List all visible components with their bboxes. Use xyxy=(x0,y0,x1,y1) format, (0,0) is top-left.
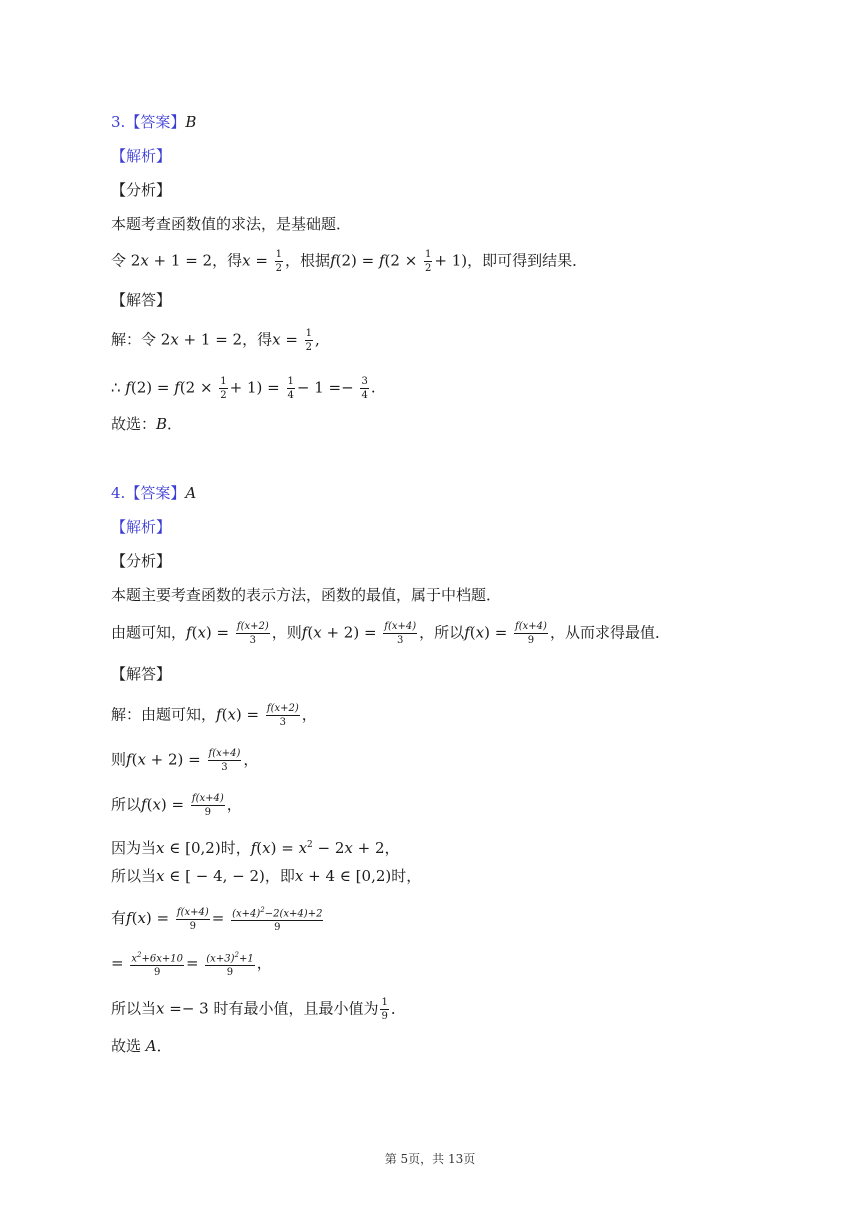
q3-jiexi-heading: 【解析】 xyxy=(111,147,172,165)
q4-l5-text-2: ，即 xyxy=(264,867,295,885)
q3-solution-1: 解：令 2x + 1 = 2，得x = $\frac{1}{2}$ , xyxy=(111,328,320,353)
q4-hint-text-1: 由题可知， xyxy=(111,623,187,642)
q4-line-3: 所以f(x) = $\frac{f(x+4)}{9}$ ， xyxy=(111,793,242,818)
q4-l4-text-2: 时， xyxy=(220,839,251,857)
q3-fenxi-heading: 【分析】 xyxy=(111,181,172,199)
q4-conclude-text: 故选 xyxy=(111,1037,146,1055)
q3-conclude-answer: B xyxy=(156,415,168,433)
q4-answer-line xyxy=(111,483,196,503)
q4-conclusion xyxy=(111,1036,172,1056)
q4-l8-text-2: 时有最小值，且最小值为 xyxy=(213,999,379,1018)
q3-number: 3. xyxy=(111,113,126,131)
q4-l2-text-2: ， xyxy=(243,750,259,769)
q4-l7-text-1: ， xyxy=(256,954,272,973)
q4-hint: 由题可知，f(x) = $\frac{f(x+2)}{3}$ ，则f(x + 2) = $\frac{f(x+4)}{3}$ ，所以f(x) = $\frac{f(x+4)}{9}$ ，从而求得最值． xyxy=(111,621,670,646)
q4-l5-text-3: 时， xyxy=(391,867,422,885)
q3-sol1-text-2: ，得 xyxy=(242,330,273,349)
q4-answer-tag: 【答案】 xyxy=(125,484,186,502)
q3-conclude-end: ． xyxy=(167,415,183,433)
q4-line-2: 则f(x + 2) = $\frac{f(x+4)}{3}$ ， xyxy=(111,748,259,773)
q3-hint-text-1: 令 2 xyxy=(111,251,141,270)
q4-line-7: = $\frac{x^2+6x+10}{9}$ = $\frac{(x+3)^2+1}{9}$ ， xyxy=(111,951,272,979)
q4-l3-text-1: 所以 xyxy=(111,795,142,814)
q3-hint-text-4: ，即可得到结果． xyxy=(467,251,588,270)
q4-hint-text-2: ，则 xyxy=(271,623,302,642)
q3-answer: B xyxy=(185,113,197,131)
q4-line-8: 所以当x =− 3 时有最小值，且最小值为 $\frac{1}{9}$ ． xyxy=(111,997,406,1022)
page-footer: 第 5页，共 13页 xyxy=(384,1152,476,1166)
q4-l6-text-1: 有 xyxy=(111,909,127,928)
q4-l8-text-1: 所以当 xyxy=(111,999,157,1018)
q3-sol1-text-1: 解：令 2 xyxy=(111,330,171,349)
q4-l1-text-2: ， xyxy=(301,705,317,724)
q4-l5-text-1: 所以当 xyxy=(111,867,157,885)
q4-l4-text-1: 因为当 xyxy=(111,839,157,857)
q4-l1-text-1: 解：由题可知， xyxy=(111,705,217,724)
q4-jiexi-heading: 【解析】 xyxy=(111,518,172,536)
q4-l4-text-3: ， xyxy=(384,839,400,857)
q3-hint-text-2: ，得 xyxy=(212,251,243,270)
q4-hint-text-3: ，所以 xyxy=(419,623,465,642)
q3-intro: 本题考查函数值的求法，是基础题． xyxy=(111,215,352,233)
q4-line-5: 所以当x ∈ [ − 4, − 2)，即x + 4 ∈ [0,2)时， xyxy=(111,867,422,885)
q4-l2-text-1: 则 xyxy=(111,750,127,769)
q4-line-6: 有f(x) = $\frac{f(x+4)}{9}$ = $\frac{(x+4)^2-2(x+4)+2}{9}$ xyxy=(111,906,323,934)
q4-line-4: 因为当x ∈ [0,2)时，$f(x) = x^2 - 2x + 2$， xyxy=(111,839,400,857)
q4-fenxi-heading: 【分析】 xyxy=(111,552,172,570)
q4-answer: A xyxy=(185,484,197,502)
q4-conclude-end: ． xyxy=(156,1037,172,1055)
q4-line-1: 解：由题可知，f(x) = $\frac{f(x+2)}{3}$ ， xyxy=(111,703,317,728)
q3-conclude-text: 故选： xyxy=(111,415,157,433)
q4-number: 4. xyxy=(111,484,126,502)
q4-intro: 本题主要考查函数的表示方法，函数的最值，属于中档题． xyxy=(111,586,502,604)
q3-answer-line xyxy=(111,112,196,132)
q4-jieda-heading: 【解答】 xyxy=(111,665,172,683)
q3-hint-text-3: ，根据 xyxy=(285,251,331,270)
q4-conclude-answer: A xyxy=(145,1037,157,1055)
q3-solution-2: ∴ f(2) = f(2 × $\frac{1}{2}$ + 1) = $\frac{1}{4}$ − 1 =− $\frac{3}{4}$ . xyxy=(111,376,376,401)
q3-jieda-heading: 【解答】 xyxy=(111,291,172,309)
q3-hint: 令 2x + 1 = 2，得x = $\frac{1}{2}$ ，根据f(2) = f(2 × $\frac{1}{2}$ + 1)，即可得到结果． xyxy=(111,249,588,274)
q3-answer-tag: 【答案】 xyxy=(125,113,186,131)
q3-conclusion xyxy=(111,414,182,434)
q4-hint-text-4: ，从而求得最值． xyxy=(549,623,670,642)
q4-l3-text-2: ， xyxy=(226,795,242,814)
q4-l8-text-3: ． xyxy=(390,999,406,1018)
